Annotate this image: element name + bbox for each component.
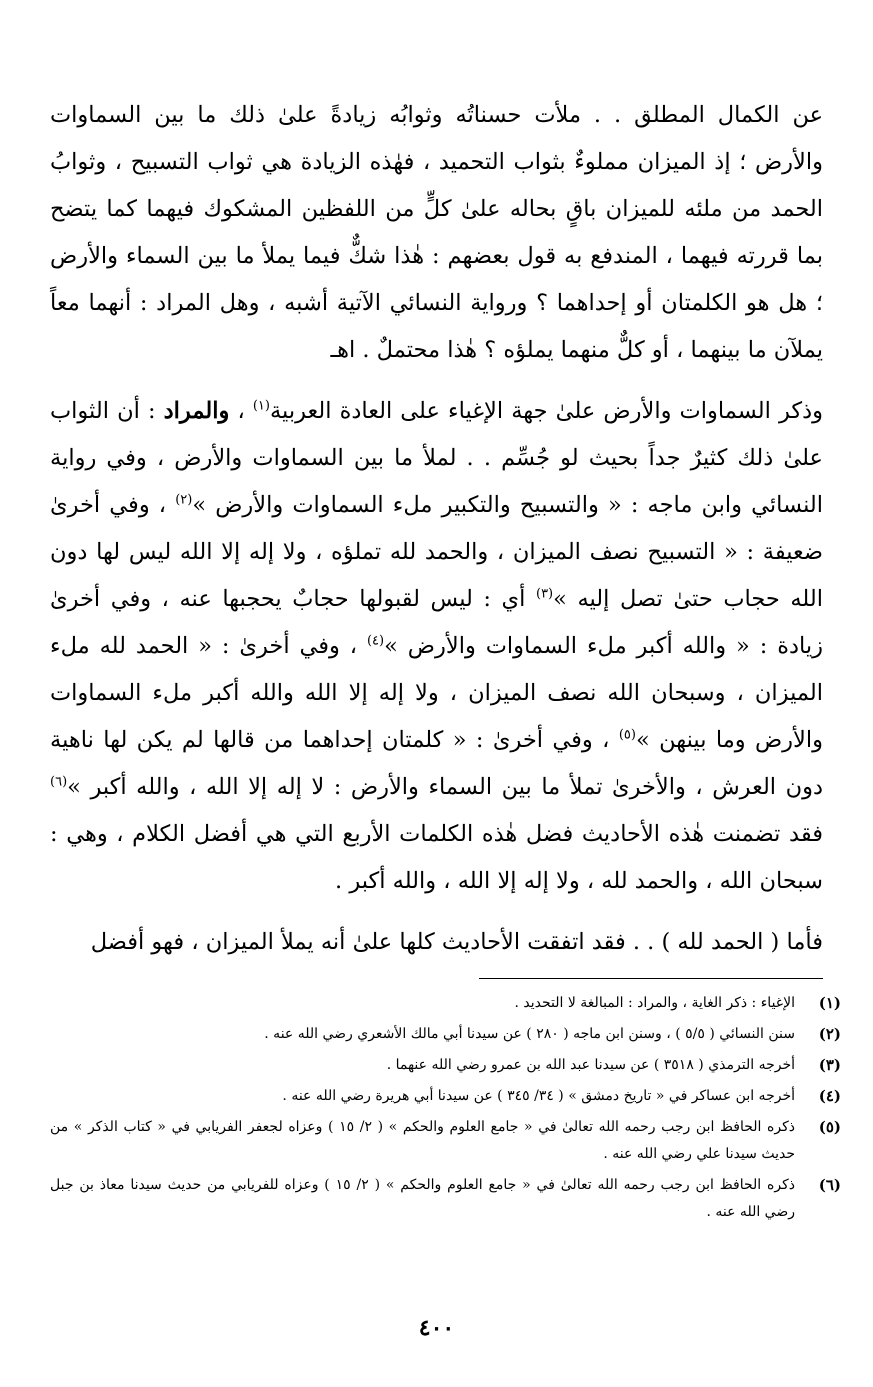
footnotes-list	[50, 990, 841, 1230]
body-paragraph-1: عن الكمال المطلق . . ملأت حسناتُه وثوابُه زيادةً علىٰ ذلك ما بين السماوات والأرض ؛ إذ الميزان مملوءٌ بثواب التحميد ، فهٰذه الزيادة هي ثواب التسبيح ، وثوابُ الحمد من ملئه للميزان باقٍ بحاله علىٰ كلٍّ من اللفظين المشكوك فيهما كما يتضح بما قررته فيهما ، المندفع به قول بعضهم : هٰذا شكٌّ فيما يملأ ما بين السماء والأرض ؛ هل هو الكلمتان أو إحداهما ؟ ورواية النسائي الآتية أشبه ، وهل المراد : أنهما معاً يملآن ما بينهما ، أو كلٌّ منهما يملؤه ؟ هٰذا محتملٌ . اهـ	[50, 102, 823, 363]
footnote-text: أخرجه ابن عساكر في « تاريخ دمشق » ( ٣٤/ ٣٤٥ ) عن سيدنا أبي هريرة رضي الله عنه .	[282, 1088, 795, 1104]
page-number: ٤٠٠	[418, 1315, 455, 1341]
paragraph-2-bold-term: والمراد	[163, 398, 230, 424]
paragraph-2-text-h: فقد تضمنت هٰذه الأحاديث فضل هٰذه الكلمات الأربع التي هي أفضل الكلام ، وهي : سبحان الله ، والحمد لله ، ولا إله إلا الله ، والله أكبر .	[50, 821, 823, 894]
footnote-number: (٢)	[818, 1025, 841, 1043]
paragraph-2-text-f: ، وفي أخرىٰ : « الحمد لله ملء الميزان ، وسبحان الله نصف الميزان ، ولا إله إلا الله والله أكبر ملء السماوات والأرض وما بينهن »	[50, 633, 823, 753]
footnote-item	[50, 1052, 841, 1079]
footnote-item	[50, 1172, 841, 1226]
footnote-item	[50, 1114, 841, 1168]
footnote-number: (١)	[818, 994, 841, 1012]
footnote-number: (٥)	[818, 1118, 841, 1136]
footnote-number: (٣)	[818, 1056, 841, 1074]
footnote-separator-rule	[479, 978, 823, 979]
footnote-ref-5[interactable]: (٥)	[618, 727, 636, 743]
paragraph-2-text-c: : أن الثواب علىٰ ذلك كثيرٌ جداً بحيث لو جُسِّم . . لملأ ما بين السماوات والأرض ، وفي رواية النسائي وابن ماجه : « والتسبيح والتكبير ملء السماوات والأرض »	[50, 398, 823, 518]
footnote-text: ذكره الحافظ ابن رجب رحمه الله تعالىٰ في « جامع العلوم والحكم » ( ٢/ ١٥ ) وعزاه للفريابي من حديث سيدنا معاذ بن جبل رضي الله عنه .	[50, 1177, 795, 1220]
footnote-ref-4[interactable]: (٤)	[366, 633, 385, 649]
paragraph-2-text-e: أي : ليس لقبولها حجابٌ يحجبها عنه ، وفي أخرىٰ زيادة : « والله أكبر ملء السماوات والأرض »	[50, 586, 823, 659]
footnote-text: أخرجه الترمذي ( ٣٥١٨ ) عن سيدنا عبد الله بن عمرو رضي الله عنهما .	[386, 1057, 795, 1073]
body-paragraph-2	[50, 388, 823, 905]
footnote-number: (٤)	[818, 1087, 841, 1105]
body-paragraph-3: فأما ( الحمد لله ) . . فقد اتفقت الأحاديث كلها علىٰ أنه يملأ الميزان ، فهو أفضل	[90, 929, 823, 955]
paragraph-2-text-a: وذكر السماوات والأرض علىٰ جهة الإغياء على العادة العربية	[269, 398, 824, 424]
footnote-item	[50, 990, 841, 1017]
footnote-number: (٦)	[818, 1176, 841, 1194]
footnote-ref-3[interactable]: (٣)	[535, 586, 554, 602]
footnote-item	[50, 1083, 841, 1110]
footnote-text: الإغياء : ذكر الغاية ، والمراد : المبالغة لا التحديد .	[514, 995, 795, 1011]
footnote-ref-6[interactable]: (٦)	[50, 774, 68, 790]
footnote-text: ذكره الحافظ ابن رجب رحمه الله تعالىٰ في « جامع العلوم والحكم » ( ٢/ ١٥ ) وعزاه لجعفر الفريابي في « كتاب الذكر » من حديث سيدنا علي رضي الله عنه .	[50, 1119, 795, 1162]
footnote-item	[50, 1021, 841, 1048]
paragraph-2-text-b: ،	[229, 398, 253, 424]
footnote-ref-1[interactable]: (١)	[252, 398, 270, 414]
footnote-ref-2[interactable]: (٢)	[175, 492, 193, 508]
paragraph-2-text-d: ، وفي أخرىٰ ضعيفة : « التسبيح نصف الميزان ، والحمد لله تملؤه ، ولا إله إلا الله ليس لها دون الله حجاب حتىٰ تصل إليه »	[50, 492, 823, 612]
footnote-text: سنن النسائي ( ٥/٥ ) ، وسنن ابن ماجه ( ٢٨٠ ) عن سيدنا أبي مالك الأشعري رضي الله عنه .	[264, 1026, 795, 1042]
paragraph-2-text-g: ، وفي أخرىٰ : « كلمتان إحداهما من قالها لم يكن لها ناهية دون العرش ، والأخرىٰ تملأ ما بين السماء والأرض : لا إله إلا الله ، والله أكبر »	[50, 727, 823, 800]
